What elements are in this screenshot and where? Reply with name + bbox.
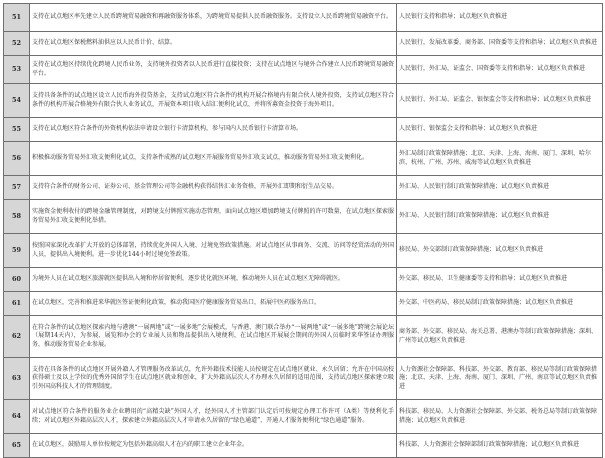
table-row	[4, 358, 603, 400]
measure-text: 按照国家深化改革扩大开放的总体部署，持续优化外国人入境、过境免签政策措施。对试点地区从事商务、交流、访问等经贸活动的外国人员，提供出入境便利。进一步优化144小时过境免签政策。	[30, 234, 397, 268]
policy-table	[3, 3, 603, 458]
table-row	[4, 56, 603, 84]
measure-text: 支持具备条件的试点地区设立人民币海外投贷基金，支持试点地区符合条件的机构开展合格境内有限合伙人境外投资，支持试点地区符合条件的机构开展合格境外有限合伙人业务试点，开展资本项目收入结汇便利化试点，并将所募资金投资于海外项目。	[30, 84, 397, 118]
measure-text: 在符合条件的试点地区探索内地与港澳“一展两地”或“一展多地”会展模式，与香港、澳门联合举办“一展两地”或“一展多地”跨境会展论坛（展期14天内），为参展、展览和办会的专业展人员和物品提供出入境便利，在试点地区开展展会期间的外国人员临时来华签证办理服务，推动服务贸易企业参展。	[30, 316, 397, 358]
measure-text: 对试点地区符合条件的服务业企业聘用的“高精尖缺”外国人才，经外国人才主管部门认定后可按规定办理工作许可（A类）等便利化手续；对试点地区外籍高层次人才，探索建立外籍高层次人才申请永久居留的“绿色通道”，开通人才服务便利化“绿色通道”服务。	[30, 400, 397, 434]
table-row	[4, 176, 603, 200]
table-row	[4, 200, 603, 234]
responsible-department: 人民银行，外汇局，证监会、国资委等支持和指导；试点地区负责推进	[397, 56, 603, 84]
row-number: 65	[4, 434, 30, 458]
measure-text: 支持在试点地区符合条件的外资机构依法申请设立银行卡清算机构，参与国内人民币银行卡清算市场。	[30, 118, 397, 142]
measure-text: 实施资金便利收付的跨境金融管理制度，对跨境支付牌照实施动态管理，面向试点地区增加跨境支付牌照的许可数量，在试点地区探索服务贸易外汇收支便利化举措。	[30, 200, 397, 234]
responsible-department: 外汇局、人民银行制订政策保障措施；试点地区负责推进	[397, 200, 603, 234]
responsible-department: 人民银行、外汇局、证监会、银保监会等支持和指导；试点地区负责推进	[397, 84, 603, 118]
responsible-department: 商务部、外交部、移民局、海关总署、港澳办等制订政策保障措施；深圳、广州等试点地区负责推进	[397, 316, 603, 358]
table-row	[4, 292, 603, 316]
responsible-department: 人民银行支持和指导；试点地区负责推进	[397, 4, 603, 32]
row-number: 61	[4, 292, 30, 316]
table-row	[4, 142, 603, 176]
measure-text: 支持在试点地区率先建立人民币跨境贸易融资和再融资服务体系，为跨境贸易提供人民币融资服务。支持设立人民币跨境贸易融资平台。	[30, 4, 397, 32]
responsible-department: 外汇局制订政策保障措施；北京、天津、上海、海南、厦门、深圳、哈尔滨、杭州、广州、苏州、威海等试点地区负责推进	[397, 142, 603, 176]
row-number: 64	[4, 400, 30, 434]
responsible-department: 人民银行、银保监会支持和指导；试点地区负责推进	[397, 118, 603, 142]
row-number: 62	[4, 316, 30, 358]
measure-text: 在试点地区，鼓励用人单位按规定为包括外籍高端人才在内的职工建立企业年金。	[30, 434, 397, 458]
measure-text: 支持在试点地区保税燃料油供应以人民币计价、结算。	[30, 32, 397, 56]
table-row	[4, 84, 603, 118]
table-row	[4, 4, 603, 32]
measure-text: 在试点地区，完善和推进来华就医签证便利化政策，推动我国医疗健康服务贸易出口，拓展中医药服务出口。	[30, 292, 397, 316]
measure-text: 支持在试点地区持续优化跨境人民币业务，支持境外投资者以人民币进行直接投资；支持在试点地区与境外合作建立人民币跨境贸易融资平台。	[30, 56, 397, 84]
row-number: 54	[4, 84, 30, 118]
responsible-department: 外交部、移民局、卫生健康委等支持和指导；试点地区负责推进	[397, 268, 603, 292]
measure-text: 支持在具备条件的试点地区开展外籍人才管理服务改革试点，允许外籍技术技能人员按规定在试点地区就业、永久居留；允许在中国高校获得硕士及以上学位的优秀外国留学生在试点地区就业和创业，扩大外籍高层次人才办理永久居留的适用范围，支持试点地区探索建立吸引外国高科技人才的管理制度。	[30, 358, 397, 400]
row-number: 55	[4, 118, 30, 142]
row-number: 58	[4, 200, 30, 234]
row-number: 60	[4, 268, 30, 292]
row-number: 51	[4, 4, 30, 32]
table-row	[4, 434, 603, 458]
row-number: 63	[4, 358, 30, 400]
row-number: 52	[4, 32, 30, 56]
measure-text: 支持符合条件的财务公司、证券公司、基金管理公司等金融机构获得结售汇业务资格，开展外汇即期和衍生品交易。	[30, 176, 397, 200]
table-row	[4, 268, 603, 292]
responsible-department: 外交部、中医药局、移民局制订政策保障措施；试点地区负责推进	[397, 292, 603, 316]
responsible-department: 人力资源社会保障部、科技部、外交部、教育部、移民局等制订政策保障措施；北京、天津、上海、海南、厦门、深圳、广州、南京等试点地区负责推进	[397, 358, 603, 400]
table-row	[4, 316, 603, 358]
table-row	[4, 234, 603, 268]
row-number: 59	[4, 234, 30, 268]
table-row	[4, 32, 603, 56]
responsible-department: 外汇局、人民银行制订政策保障措施；试点地区负责推进	[397, 176, 603, 200]
table-row	[4, 118, 603, 142]
measure-text: 积极推动服务贸易外汇收支便利化试点，支持条件成熟的试点地区开展服务贸易外汇收支试点，推动服务贸易外汇收支便利化。	[30, 142, 397, 176]
responsible-department: 科技部、人力资源社会保障部制订政策保障措施；试点地区负责推进	[397, 434, 603, 458]
table-row	[4, 400, 603, 434]
responsible-department: 人民银行，发展改革委、商务部、国资委等支持和指导；试点地区负责推进	[397, 32, 603, 56]
row-number: 53	[4, 56, 30, 84]
row-number: 57	[4, 176, 30, 200]
responsible-department: 移民局、外交部制订政策保障措施；试点地区负责推进	[397, 234, 603, 268]
row-number: 56	[4, 142, 30, 176]
responsible-department: 科技部、移民局、人力资源社会保障部、外交部、税务总局等制订政策保障措施；试点地区负责推进	[397, 400, 603, 434]
measure-text: 为境外人员在试点地区旅游就医提供出入境和停居留便利，逐步优化就医环境，推动境外人员在试点地区无障碍就医。	[30, 268, 397, 292]
